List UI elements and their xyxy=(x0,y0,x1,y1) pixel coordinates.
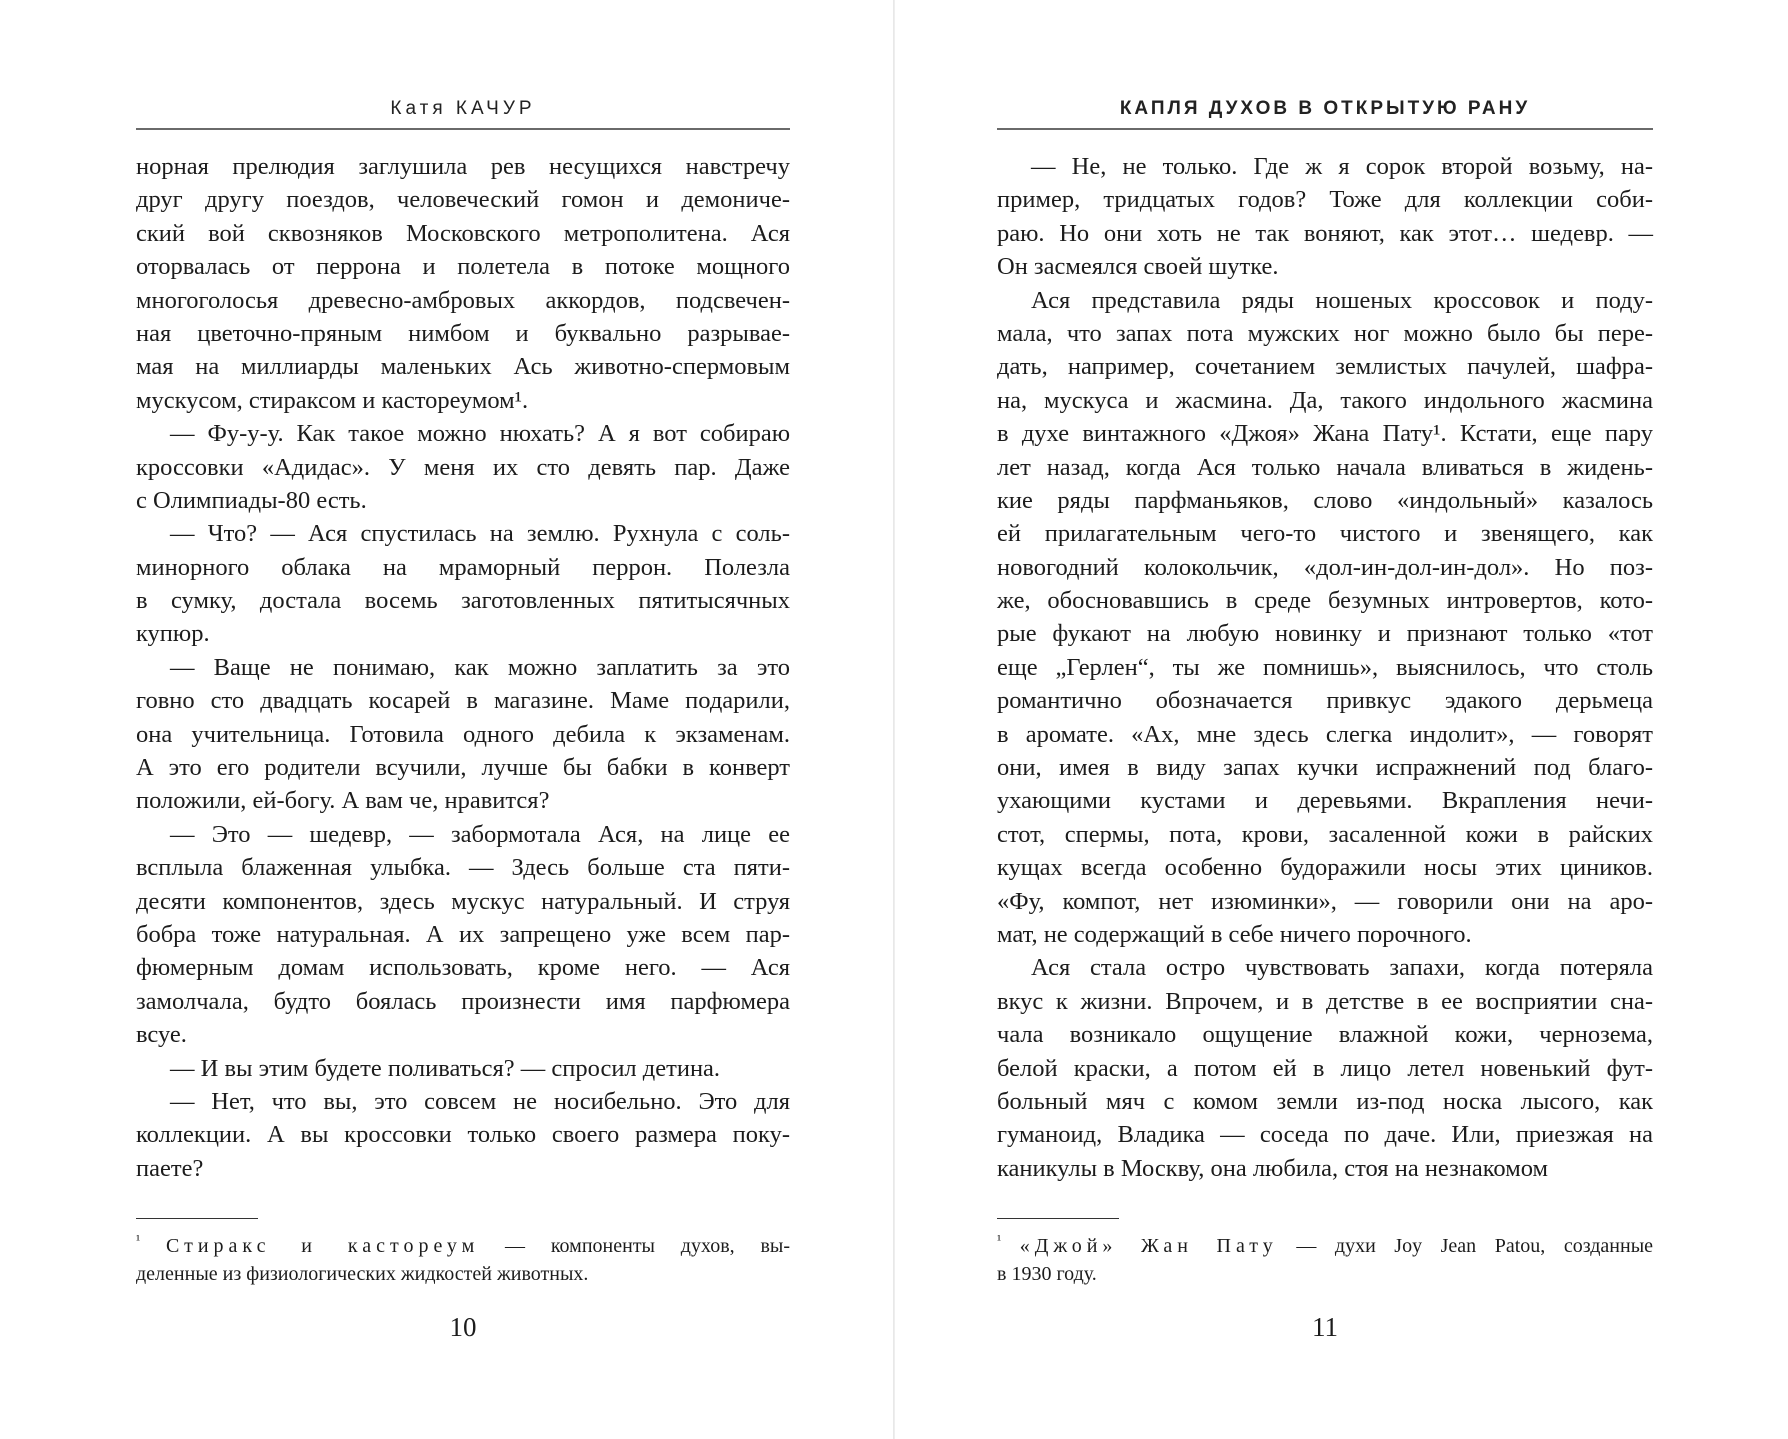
text-line: А это его родители всучили, лучше бы бабки в конверт xyxy=(136,754,790,782)
footnote-term: «Джой» Жан Пату xyxy=(1019,1235,1278,1257)
footnote-text-line-2: в 1930 году. xyxy=(997,1263,1097,1285)
text-line: десяти компонентов, здесь мускус натуральный. И струя xyxy=(136,887,790,915)
text-line: они, имея в виду запах кучки испражнений под благо- xyxy=(997,754,1653,782)
text-line: — Фу-у-у. Как такое можно нюхать? А я вот собираю xyxy=(170,420,790,448)
text-line: норная прелюдия заглушила рев несущихся навстречу xyxy=(136,153,790,180)
text-line: коллекции. А вы кроссовки только своего размера поку- xyxy=(136,1121,790,1149)
footnote-text: — духи Joy Jean Patou, созданные xyxy=(1296,1235,1654,1257)
footnote-term: Стиракс и кастореум xyxy=(166,1235,480,1257)
text-line: — Ваще не понимаю, как можно заплатить за это xyxy=(170,653,790,681)
text-line: дать, например, сочетанием землистых пачулей, шафра- xyxy=(997,353,1653,381)
footnote-marker: ¹ xyxy=(136,1233,141,1249)
text-line: кроссовки «Адидас». У меня их сто девять пар. Даже xyxy=(136,453,790,481)
text-line: гуманоид, Владика — соседа по даче. Или, приезжая на xyxy=(997,1121,1653,1149)
text-line: оторвалась от перрона и полетела в потоке мощного xyxy=(136,253,790,281)
text-line: Он засмеялся своей шутке. xyxy=(997,253,1279,281)
page-number: 10 xyxy=(449,1312,477,1342)
text-line: ухающими кустами и деревьями. Вкрапления нечи- xyxy=(997,787,1653,815)
text-line: друг другу поездов, человеческий гомон и демониче- xyxy=(136,186,790,214)
text-line: — И вы этим будете поливаться? — спросил детина. xyxy=(170,1054,721,1082)
page-number: 11 xyxy=(1312,1312,1338,1342)
footnote-text-line-2: деленные из физиологических жидкостей животных. xyxy=(136,1263,589,1285)
text-line: всплыла блаженная улыбка. — Здесь больше ста пяти- xyxy=(136,854,790,882)
text-line: в сумку, достала восемь заготовленных пятитысячных xyxy=(136,587,790,615)
footnote-marker: ¹ xyxy=(997,1233,1002,1249)
text-line: с Олимпиады-80 есть. xyxy=(136,486,367,514)
text-line: — Это — шедевр, — забормотала Ася, на лице ее xyxy=(170,820,790,848)
text-line: «Фу, компот, нет изюминки», — говорили они на аро- xyxy=(997,887,1653,915)
text-line: положили, ей-богу. А вам че, нравится? xyxy=(136,787,550,815)
text-line: лет назад, когда Ася только начала вливаться в жидень- xyxy=(997,453,1653,481)
text-line: ский вой сквозняков Московского метрополитена. Ася xyxy=(136,219,790,247)
text-line: минорного облака на мраморный перрон. Полезла xyxy=(136,553,790,581)
text-line: ная цветочно-пряным нимбом и буквально разрывае- xyxy=(136,319,790,347)
left-body-text xyxy=(136,150,790,1185)
right-body-text xyxy=(997,150,1653,1185)
text-line: ей прилагательным чего-то чистого и звенящего, как xyxy=(997,520,1653,548)
text-line: — Нет, что вы, это совсем не носибельно. Это для xyxy=(170,1087,790,1115)
text-line: пример, тридцатых годов? Тоже для коллекции соби- xyxy=(997,186,1653,214)
text-line: кущах всегда особенно будоражили носы этих циников. xyxy=(997,854,1653,882)
text-line: в аромате. «Ах, мне здесь слегка индолит», — говорят xyxy=(997,720,1653,748)
text-line: многоголосья древесно-амбровых аккордов, подсвечен- xyxy=(136,286,790,314)
text-line: Ася стала остро чувствовать запахи, когда потеряла xyxy=(1031,954,1653,982)
text-line: кие ряды парфманьяков, слово «индольный» казалось xyxy=(997,486,1653,514)
text-line: больный мяч с комом земли из-под носка лысого, как xyxy=(997,1087,1653,1115)
text-line: вкус к жизни. Впрочем, и в детстве в ее восприятии сна- xyxy=(997,987,1653,1015)
right-page xyxy=(895,0,1788,1439)
left-footnote xyxy=(136,1232,790,1288)
left-page xyxy=(0,0,893,1439)
text-line: чала возникало ощущение влажной кожи, чернозема, xyxy=(997,1021,1653,1049)
text-line: мая на миллиарды маленьких Ась животно-спермовым xyxy=(136,353,790,381)
running-head-author: Катя КАЧУР xyxy=(136,96,790,130)
text-line: мускусом, стираксом и кастореумом¹. xyxy=(136,386,529,414)
text-line: паете? xyxy=(136,1154,204,1182)
text-line: в духе винтажного «Джоя» Жана Пату¹. Кстати, еще пару xyxy=(997,420,1653,448)
text-line: мала, что запах пота мужских ног можно было бы пере- xyxy=(997,319,1653,347)
text-line: белой краски, а потом ей в лицо летел новенький фут- xyxy=(997,1054,1653,1082)
text-line: на, мускуса и жасмина. Да, такого индольного жасмина xyxy=(997,386,1653,414)
text-line: — Не, не только. Где ж я сорок второй возьму, на- xyxy=(1031,153,1653,180)
text-line: купюр. xyxy=(136,620,210,648)
text-line: мат, не содержащий в себе ничего порочного. xyxy=(997,920,1472,948)
text-line: бобра тоже натуральная. А их запрещено уже всем пар- xyxy=(136,920,790,948)
text-line: рые фукают на любую новинку и признают только «тот xyxy=(997,620,1653,648)
text-line: она учительница. Готовила одного дебила к экзаменам. xyxy=(136,720,790,748)
text-line: стот, спермы, пота, крови, засаленной кожи в райских xyxy=(997,820,1653,848)
text-line: замолчала, будто боялась произнести имя парфюмера xyxy=(136,987,790,1015)
right-footnote xyxy=(997,1232,1653,1288)
text-line: еще „Герлен“, ты же помнишь», выяснилось, что столь xyxy=(997,653,1653,681)
text-line: Ася представила ряды ношеных кроссовок и поду- xyxy=(1031,286,1653,314)
running-head-title: КАПЛЯ ДУХОВ В ОТКРЫТУЮ РАНУ xyxy=(997,96,1653,130)
footnote-text: — компоненты духов, вы- xyxy=(505,1235,790,1257)
text-line: говно сто двадцать косарей в магазине. Маме подарили, xyxy=(136,687,790,715)
text-line: романтично обозначается привкус эдакого дерьмеца xyxy=(997,687,1653,715)
text-line: — Что? — Ася спустилась на землю. Рухнула с соль- xyxy=(170,520,790,548)
text-line: фюмерным домам использовать, кроме него. — Ася xyxy=(136,954,790,982)
text-line: каникулы в Москву, она любила, стоя на незнакомом xyxy=(997,1154,1548,1182)
text-line: раю. Но они хоть не так воняют, как этот… шедевр. — xyxy=(997,219,1653,247)
text-line: всуе. xyxy=(136,1021,187,1049)
text-line: же, обосновавшись в среде безумных интровертов, кото- xyxy=(997,587,1653,615)
footnote-rule xyxy=(136,1218,258,1219)
footnote-rule xyxy=(997,1218,1119,1219)
text-line: новогодний колокольчик, «дол-ин-дол-ин-дол». Но поз- xyxy=(997,553,1653,581)
